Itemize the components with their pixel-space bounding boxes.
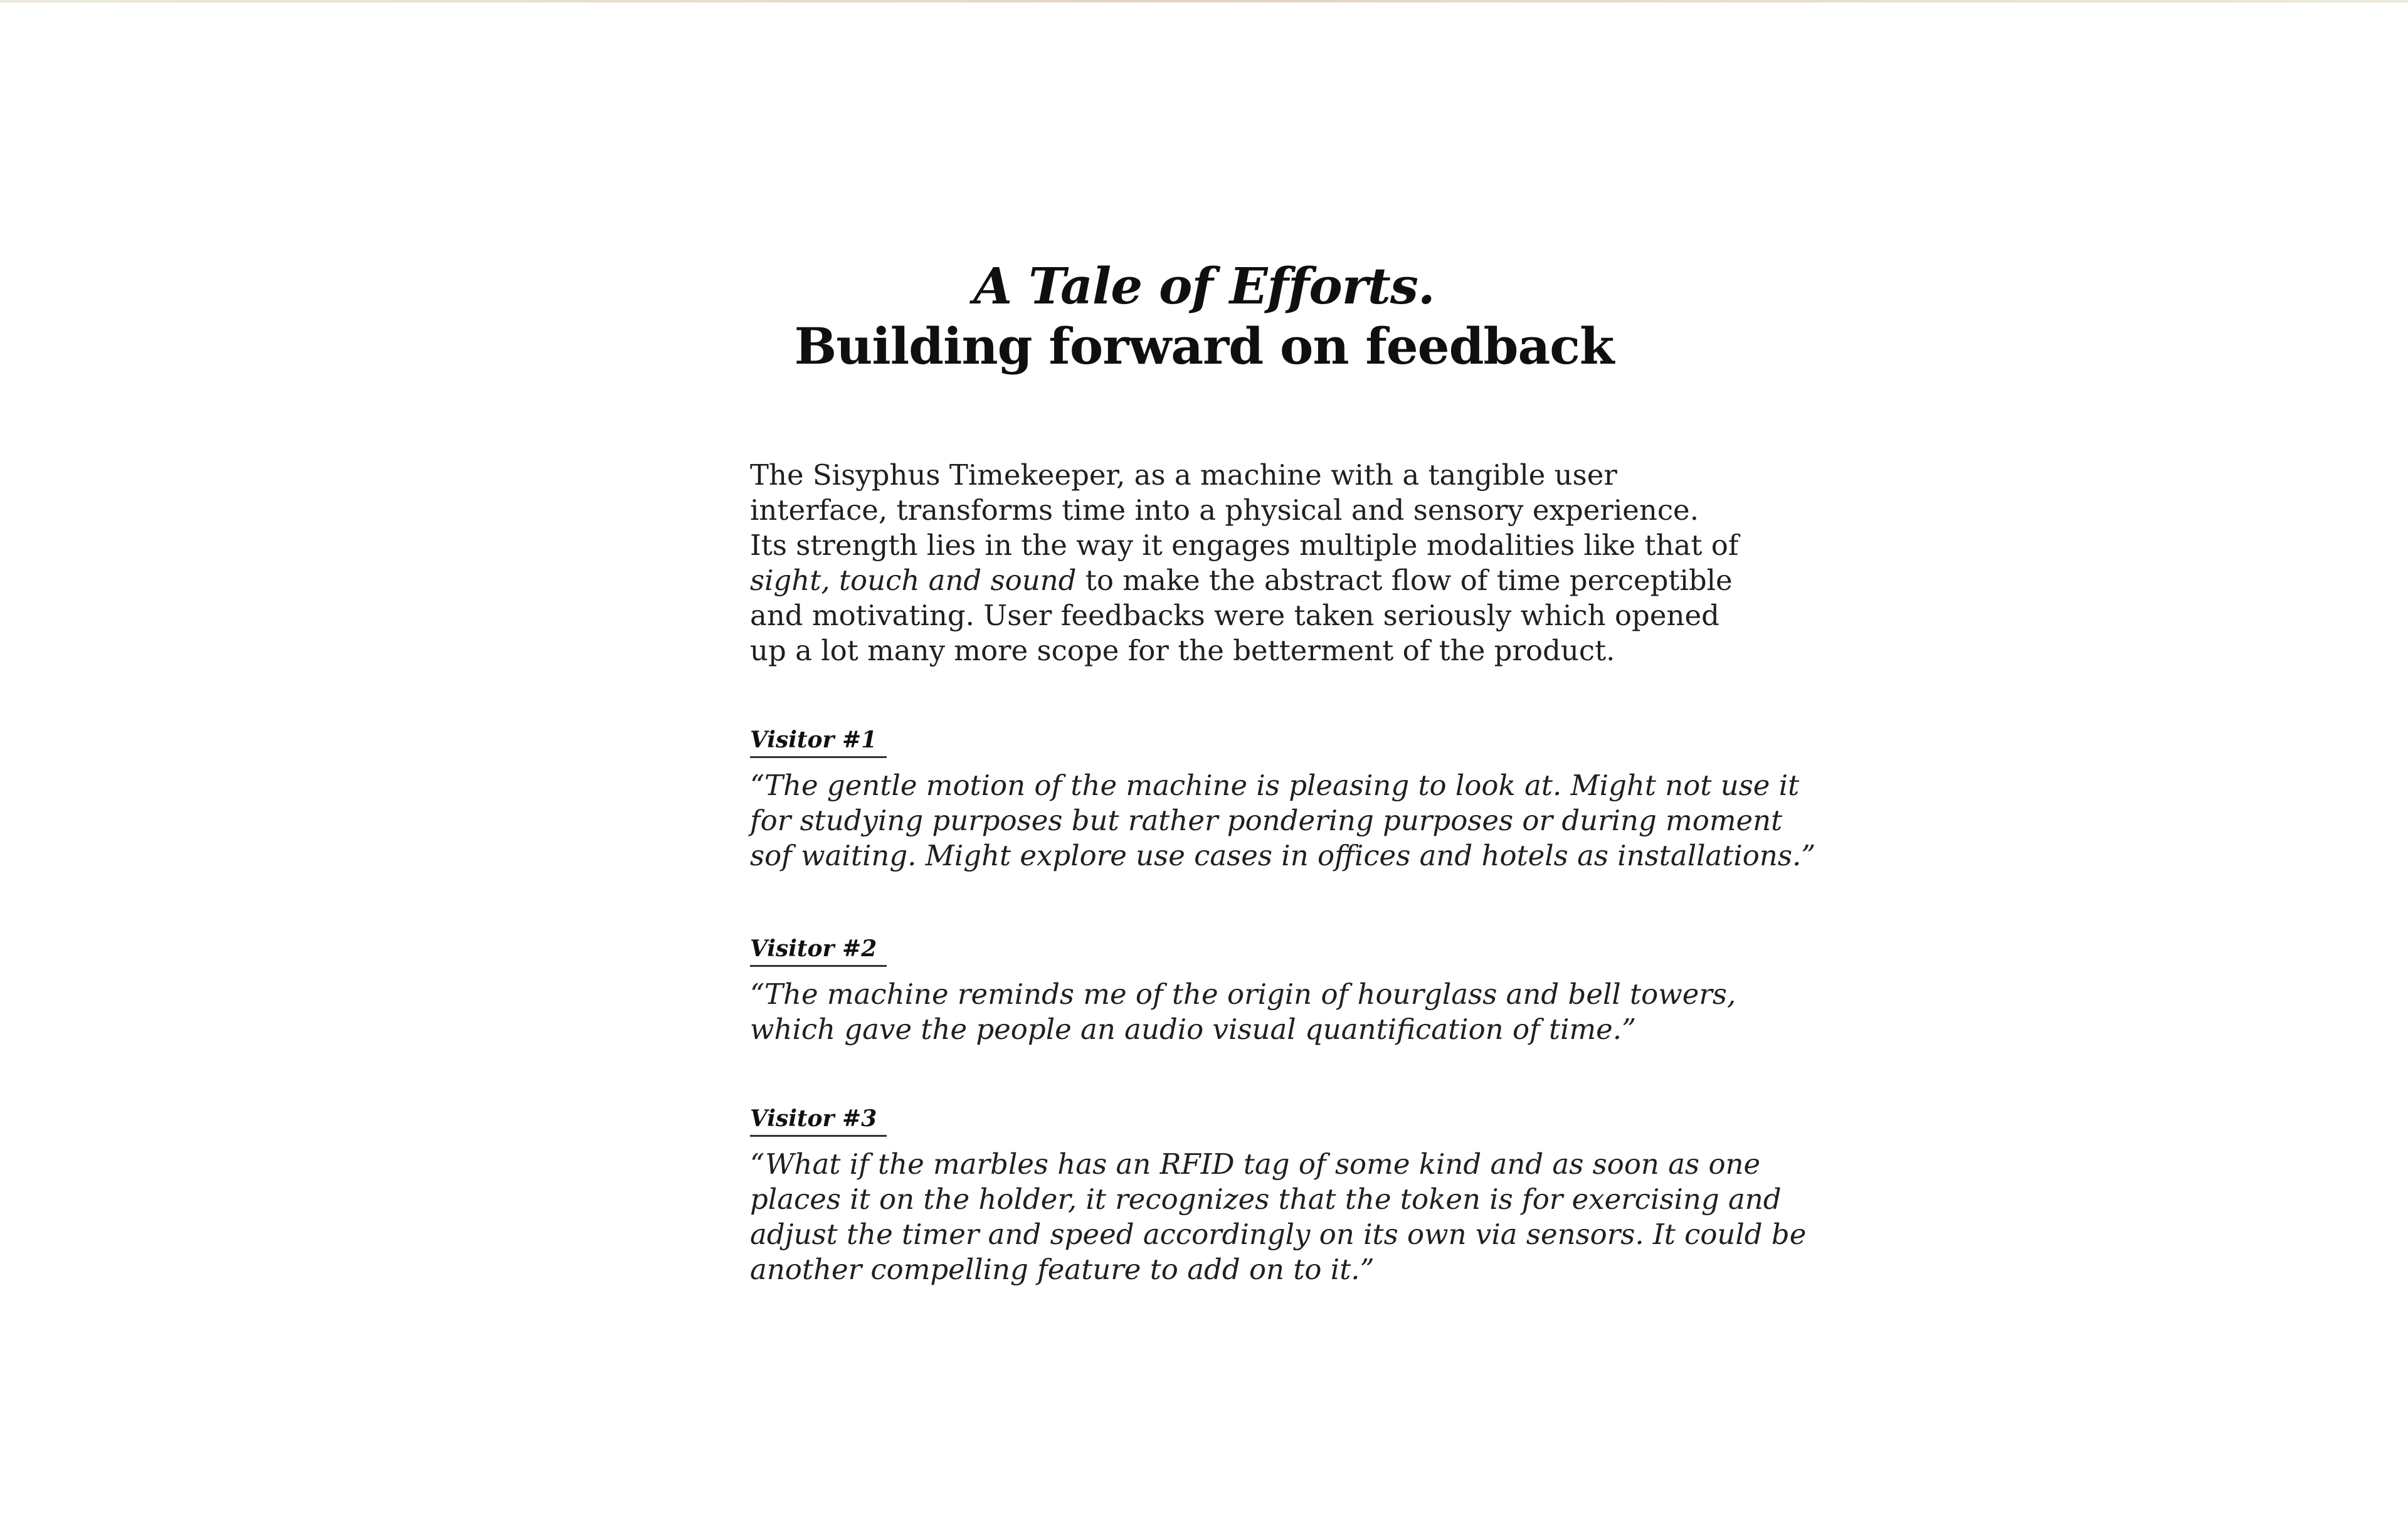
intro-line-rest: to make the abstract flow of time perceptible xyxy=(1076,564,1733,597)
visitor-quote xyxy=(750,1147,1807,1287)
quote-line: “The gentle motion of the machine is pleasing to look at. Might not use it xyxy=(750,769,1800,802)
quote-line: for studying purposes but rather pondering purposes or during moment xyxy=(750,804,1783,837)
visitor-label: Visitor #1 xyxy=(750,726,887,758)
intro-line: The Sisyphus Timekeeper, as a machine with a tangible user xyxy=(750,458,1617,492)
quote-line: “The machine reminds me of the origin of hourglass and bell towers, xyxy=(750,978,1736,1011)
visitor-feedback-3 xyxy=(750,1105,1807,1287)
quote-line: adjust the timer and speed accordingly on its own via sensors. It could be xyxy=(750,1218,1807,1251)
quote-line: places it on the holder, it recognizes that the token is for exercising and xyxy=(750,1183,1782,1216)
visitor-label: Visitor #3 xyxy=(750,1105,887,1137)
quote-line: sof waiting. Might explore use cases in offices and hotels as installations.” xyxy=(750,839,1816,872)
title-line-subtitle: Building forward on feedback xyxy=(794,317,1614,376)
intro-line: Its strength lies in the way it engages multiple modalities like that of xyxy=(750,529,1739,562)
quote-line: another compelling feature to add on to it.” xyxy=(750,1253,1375,1286)
intro-emphasis: sight, touch and sound xyxy=(750,564,1077,597)
quote-line: “What if the marbles has an RFID tag of some kind and as soon as one xyxy=(750,1147,1761,1181)
visitor-quote xyxy=(750,977,1736,1047)
intro-line xyxy=(750,563,1733,598)
visitor-label: Visitor #2 xyxy=(750,935,887,967)
title-line-italic: A Tale of Efforts. xyxy=(973,256,1435,315)
intro-line: and motivating. User feedbacks were taken seriously which opened xyxy=(750,599,1719,632)
visitor-feedback-1 xyxy=(750,726,1816,873)
intro-paragraph xyxy=(750,458,1739,668)
top-divider xyxy=(0,0,2408,3)
page-title xyxy=(0,256,2408,376)
visitor-feedback-2 xyxy=(750,935,1736,1047)
quote-line: which gave the people an audio visual quantification of time.” xyxy=(750,1013,1637,1046)
visitor-quote xyxy=(750,768,1816,873)
intro-line: up a lot many more scope for the betterment of the product. xyxy=(750,634,1615,667)
intro-line: interface, transforms time into a physical and sensory experience. xyxy=(750,493,1699,527)
